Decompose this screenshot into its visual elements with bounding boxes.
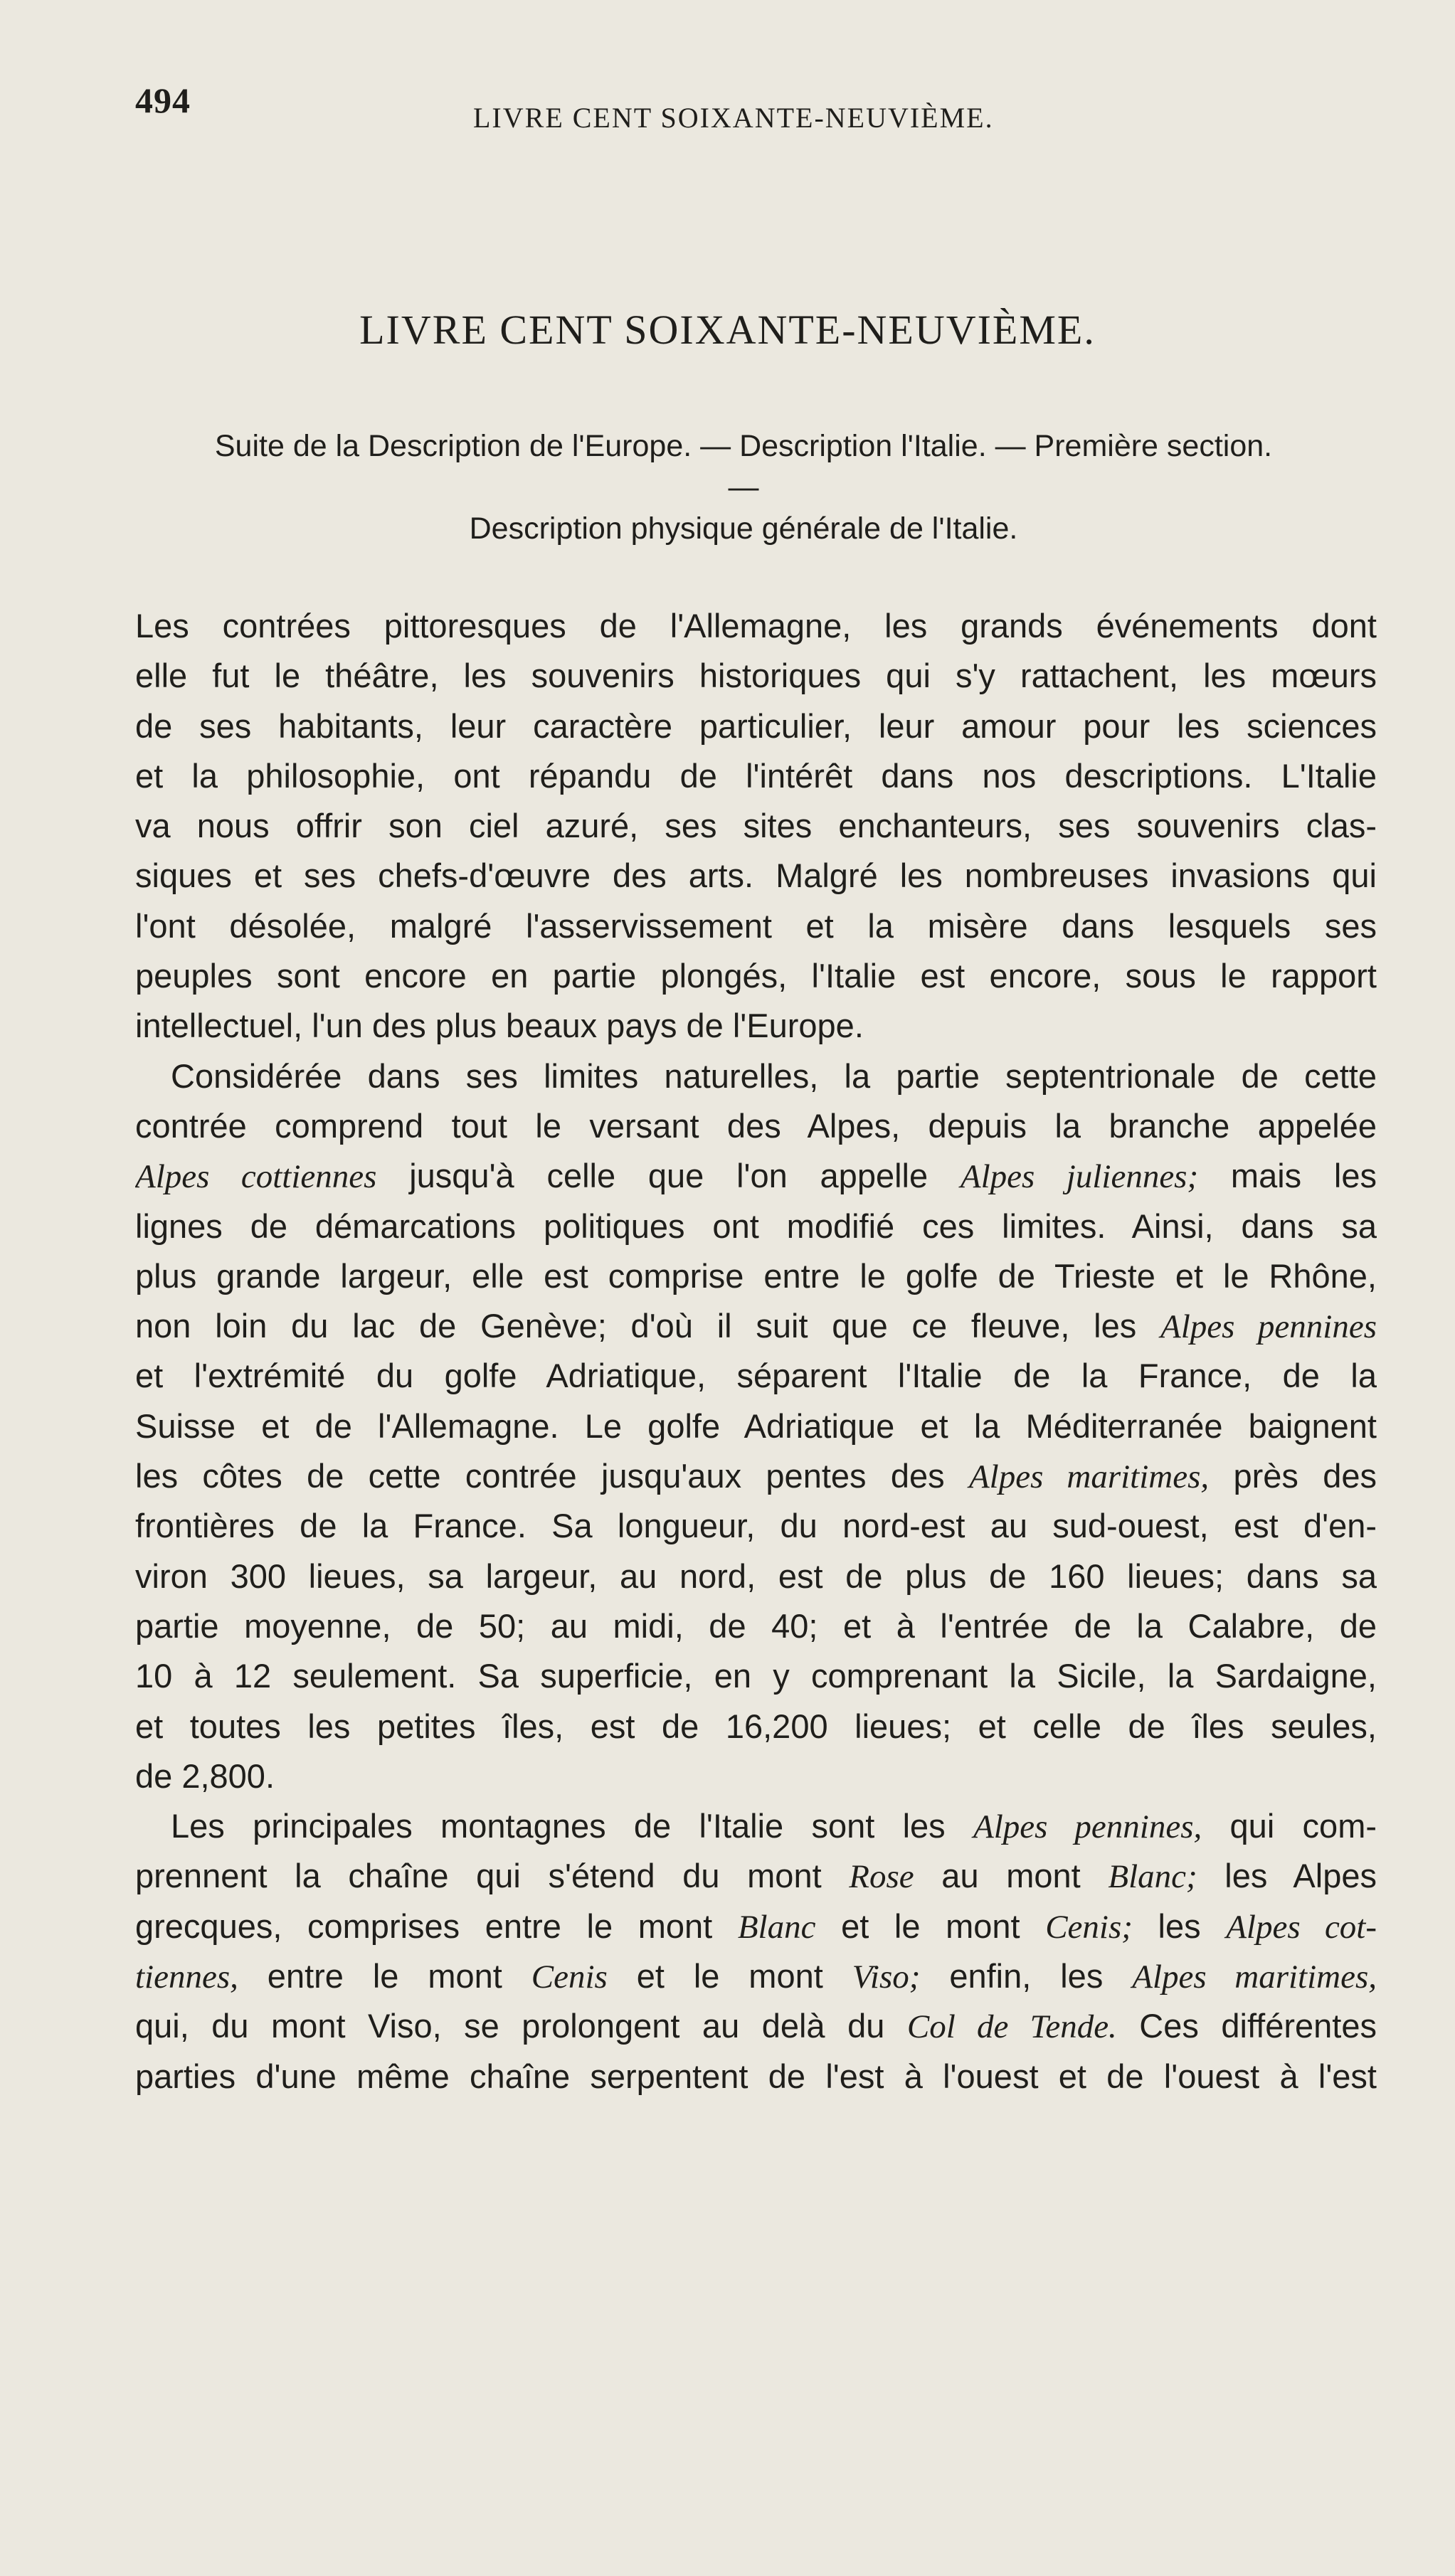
- text-line: partie moyenne, de 50; au midi, de 40; et à l'entrée de la Calabre, de: [135, 1606, 1377, 1645]
- place-name: Blanc;: [1108, 1858, 1197, 1896]
- place-name: Alpes pennines: [1160, 1308, 1377, 1346]
- running-head: [135, 80, 1427, 137]
- text-line: Considérée dans ses limites naturelles, la partie septentrionale de cette: [171, 1056, 1377, 1095]
- running-title: LIVRE CENT SOIXANTE-NEUVIÈME.: [473, 102, 994, 134]
- text-line: plus grande largeur, elle est comprise entre le golfe de Trieste et le Rhône,: [135, 1256, 1377, 1295]
- text-line: qui, du mont Viso, se prolongent au delà du Col de Tende. Ces différentes: [135, 2007, 1377, 2046]
- place-name: Cenis;: [1045, 1908, 1133, 1946]
- chapter-title: LIVRE CENT SOIXANTE-NEUVIÈME.: [359, 307, 1096, 353]
- summary-line: Suite de la Description de l'Europe. — Description l'Italie. — Première section. —: [214, 429, 1273, 504]
- text-line: frontières de la France. Sa longueur, du nord-est au sud-ouest, est d'en-: [135, 1507, 1377, 1545]
- text-line: et la philosophie, ont répandu de l'intérêt dans nos descriptions. L'Italie: [135, 756, 1377, 795]
- text-line: Les principales montagnes de l'Italie sont les Alpes pennines, qui com-: [171, 1807, 1377, 1846]
- text-line: de ses habitants, leur caractère particulier, leur amour pour les sciences: [135, 706, 1377, 745]
- text-line: elle fut le théâtre, les souvenirs historiques qui s'y rattachent, les mœurs: [135, 657, 1377, 695]
- place-name: Rose: [849, 1858, 914, 1896]
- text-line: l'ont désolée, malgré l'asservissement et la misère dans lesquels ses: [135, 906, 1377, 945]
- page-number: 494: [135, 80, 191, 120]
- text-line: parties d'une même chaîne serpentent de l'est à l'ouest et de l'ouest à l'est: [135, 2057, 1377, 2095]
- place-name: Alpes cottiennes: [135, 1158, 377, 1196]
- summary-line: Description physique générale de l'Italie.: [469, 512, 1018, 546]
- text-line: Suisse et de l'Allemagne. Le golfe Adriatique et la Méditerranée baignent: [135, 1406, 1377, 1445]
- place-name: Viso;: [852, 1958, 921, 1996]
- text-line: et l'extrémité du golfe Adriatique, séparent l'Italie de la France, de la: [135, 1357, 1377, 1395]
- text-line: 10 à 12 seulement. Sa superficie, en y comprenant la Sicile, la Sardaigne,: [135, 1657, 1377, 1695]
- place-name: Blanc: [737, 1908, 816, 1946]
- text-line: les côtes de cette contrée jusqu'aux pentes des Alpes maritimes, près des: [135, 1457, 1377, 1496]
- body-text: [135, 601, 1377, 2101]
- text-line: Alpes cottiennes jusqu'à celle que l'on appelle Alpes juliennes; mais les: [135, 1157, 1377, 1196]
- text-line: viron 300 lieues, sa largeur, au nord, est de plus de 160 lieues; dans sa: [135, 1557, 1377, 1595]
- place-name: Alpes maritimes,: [968, 1458, 1210, 1496]
- place-name: Col de Tende.: [906, 2008, 1117, 2046]
- text-line: tiennes, entre le mont Cenis et le mont Viso; enfin, les Alpes maritimes,: [135, 1957, 1377, 1996]
- place-name: Cenis: [531, 1958, 608, 1996]
- text-line: et toutes les petites îles, est de 16,200 lieues; et celle de îles seules,: [135, 1707, 1377, 1745]
- chapter-summary: [199, 425, 1288, 549]
- text-line: non loin du lac de Genève; d'où il suit que ce fleuve, les Alpes pennines: [135, 1307, 1377, 1346]
- text-line: grecques, comprises entre le mont Blanc et le mont Cenis; les Alpes cot-: [135, 1907, 1377, 1946]
- text-line: de 2,800.: [135, 1756, 275, 1795]
- text-line: contrée comprend tout le versant des Alpes, depuis la branche appelée: [135, 1106, 1377, 1145]
- place-name: tiennes,: [135, 1958, 238, 1996]
- text-line: Les contrées pittoresques de l'Allemagne, les grands événements dont: [135, 607, 1377, 645]
- text-line: prennent la chaîne qui s'étend du mont Rose au mont Blanc; les Alpes: [135, 1857, 1377, 1896]
- place-name: Alpes cot-: [1226, 1908, 1377, 1946]
- text-line: va nous offrir son ciel azuré, ses sites enchanteurs, ses souvenirs clas-: [135, 807, 1377, 845]
- place-name: Alpes pennines,: [973, 1808, 1202, 1846]
- text-line: siques et ses chefs-d'œuvre des arts. Malgré les nombreuses invasions qui: [135, 857, 1377, 895]
- place-name: Alpes maritimes,: [1132, 1958, 1377, 1996]
- place-name: Alpes juliennes;: [960, 1158, 1199, 1196]
- text-line: intellectuel, l'un des plus beaux pays de l'Europe.: [135, 1007, 864, 1045]
- text-line: peuples sont encore en partie plongés, l'Italie est encore, sous le rapport: [135, 957, 1377, 995]
- text-line: lignes de démarcations politiques ont modifié ces limites. Ainsi, dans sa: [135, 1207, 1377, 1245]
